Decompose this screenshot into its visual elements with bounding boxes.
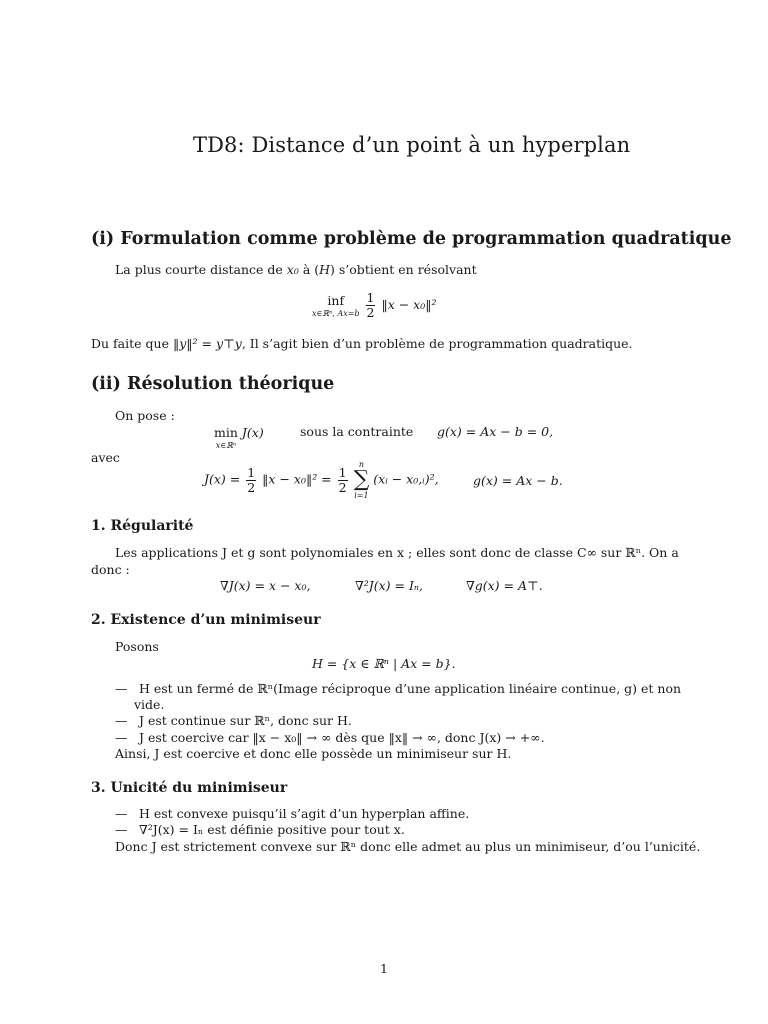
unicite-item-2: — ∇²J(x) = Iₙ est définie positive pour tout x. — [115, 822, 405, 837]
fraction-half: $\frac{1}{2}$ — [366, 290, 375, 320]
regularite-line-2: donc : — [91, 562, 130, 577]
section-heading-resolution: (ii) Résolution théorique — [91, 374, 335, 394]
intro-paragraph: La plus courte distance de x₀ à (H) s’obtient en résolvant — [115, 262, 477, 277]
gradient-g: ∇g(x) = A⊤. — [466, 578, 543, 593]
constraint-expression: g(x) = Ax − b = 0, — [437, 424, 554, 439]
hessian-J: ∇²J(x) = Iₙ, — [355, 578, 423, 593]
existence-item-3: — J est coercive car ‖x − x₀‖ → ∞ dès que ‖x‖ → ∞, donc J(x) → +∞. — [115, 730, 545, 745]
unicite-conclusion: Donc J est strictement convexe sur ℝⁿ donc elle admet au plus un minimiseur, d’ou l’unicité. — [115, 839, 701, 854]
inf-operator: inf x∈ℝⁿ, Ax=b — [312, 293, 360, 318]
remark-paragraph: Du faite que ‖y‖² = y⊤y, Il s’agit bien d’un problème de programmation quadratique. — [91, 336, 633, 351]
posons-label: Posons — [115, 639, 159, 654]
g-definition: g(x) = Ax − b. — [473, 473, 563, 488]
existence-item-1-cont: vide. — [134, 697, 165, 712]
section-heading-formulation: (i) Formulation comme problème de programmation quadratique — [91, 229, 732, 249]
existence-item-1: — H est un fermé de ℝⁿ(Image réciproque d’une application linéaire continue, g) et non — [115, 681, 682, 696]
existence-item-2: — J est continue sur ℝⁿ, donc sur H. — [115, 713, 352, 728]
min-problem: min x∈ℝⁿ J(x) — [214, 425, 264, 450]
page-title: TD8: Distance d’un point à un hyperplan — [193, 133, 631, 157]
J-definition: J(x) = $\frac{1}{2}$ ‖x − x₀‖² = $\frac{1}{2}$ n ∑ i=1 (xᵢ − x₀,ᵢ)², — [204, 460, 439, 500]
equation-inf: inf x∈ℝⁿ, Ax=b $\frac{1}{2}$ ‖x − x₀‖² — [312, 290, 437, 320]
existence-conclusion: Ainsi, J est coercive et donc elle possède un minimiseur sur H. — [115, 746, 512, 761]
avec-label: avec — [91, 450, 120, 465]
page-number: 1 — [380, 961, 388, 976]
subsection-heading-unicite: 3. Unicité du minimiseur — [91, 780, 288, 796]
constraint-label: sous la contrainte — [300, 424, 414, 439]
unicite-item-1: — H est convexe puisqu’il s’agit d’un hyperplan affine. — [115, 806, 470, 821]
on-pose-label: On pose : — [115, 408, 175, 423]
H-definition: H = {x ∈ ℝⁿ | Ax = b}. — [312, 656, 456, 671]
sum-operator: n ∑ i=1 — [353, 460, 370, 500]
regularite-line-1: Les applications J et g sont polynomiales en x ; elles sont donc de classe C∞ sur ℝⁿ. On a — [115, 545, 679, 560]
subsection-heading-existence: 2. Existence d’un minimiseur — [91, 612, 321, 628]
gradient-J: ∇J(x) = x − x₀, — [220, 578, 311, 593]
subsection-heading-regularite: 1. Régularité — [91, 518, 194, 534]
